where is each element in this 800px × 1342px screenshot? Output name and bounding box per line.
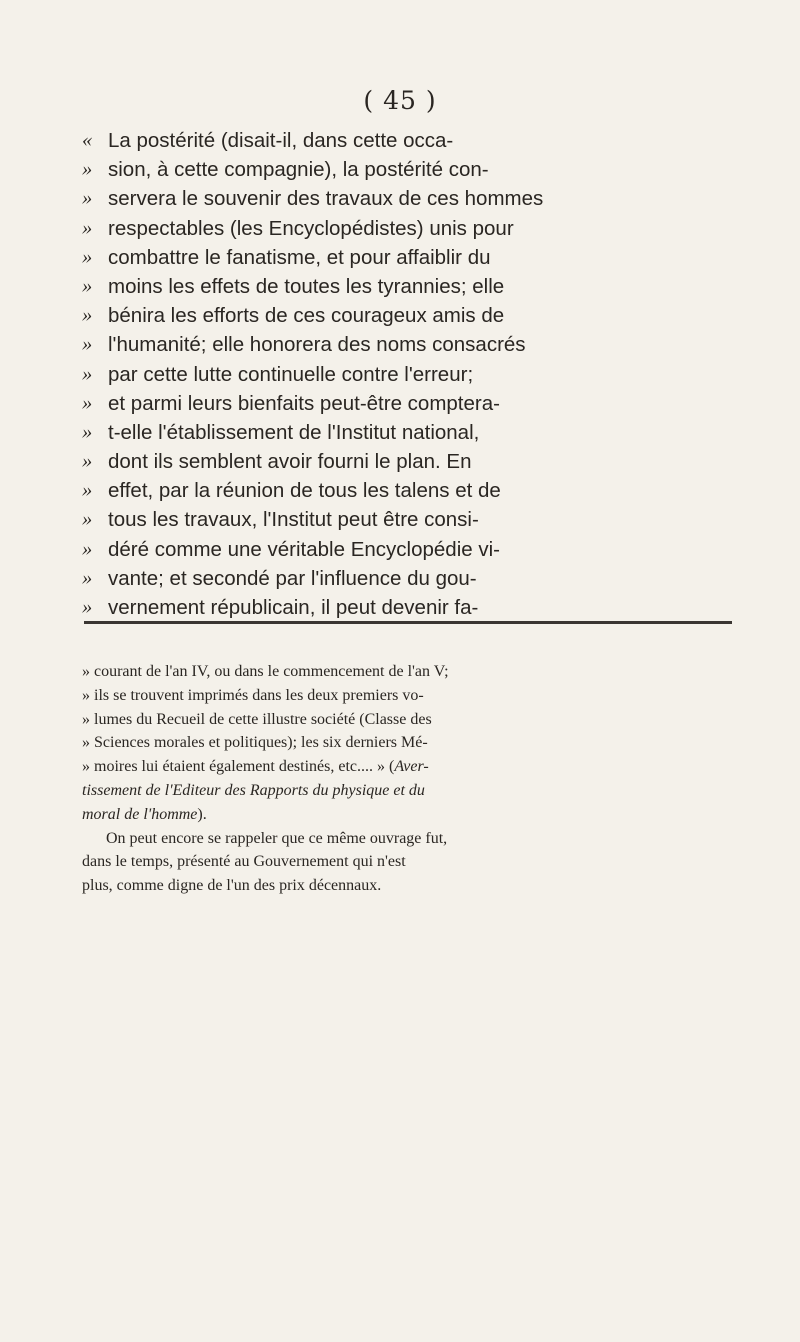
quote-mark: » <box>82 304 93 327</box>
quote-mark: » <box>82 245 93 268</box>
footnote-text: » moires lui étaient également destinés, etc.... » ( <box>82 758 395 776</box>
text-line <box>82 301 722 330</box>
quote-mark: » <box>82 216 93 239</box>
quote-mark: » <box>82 566 93 589</box>
footnote-line: » courant de l'an IV, ou dans le commencement de l'an V; <box>82 663 449 680</box>
footnote-line: » lumes du Recueil de cette illustre société (Classe des <box>82 710 432 728</box>
text-line <box>82 535 722 564</box>
main-text <box>82 126 722 622</box>
quote-mark: » <box>82 362 93 385</box>
text-line <box>82 418 722 447</box>
footnote-block <box>82 660 728 898</box>
citation-text: moral de l'homme <box>82 805 198 823</box>
line-text: dont ils semblent avoir fourni le plan. En <box>108 450 472 474</box>
quote-mark: » <box>82 158 93 181</box>
line-text: et parmi leurs bienfaits peut-être comptera- <box>108 391 500 415</box>
line-text: vante; et secondé par l'influence du gou- <box>108 566 477 590</box>
text-line <box>82 243 722 272</box>
quote-mark: » <box>82 537 93 560</box>
footnote-line <box>82 755 728 779</box>
quote-mark: » <box>82 450 93 473</box>
text-line <box>82 214 722 243</box>
line-text: déré comme une véritable Encyclopédie vi- <box>108 537 500 561</box>
line-text: moins les effets de toutes les tyrannies; elle <box>108 274 505 298</box>
line-text: l'humanité; elle honorera des noms consacrés <box>108 333 526 357</box>
quote-mark: » <box>82 187 93 210</box>
line-text: effet, par la réunion de tous les talens et de <box>108 479 501 503</box>
line-text: bénira les efforts de ces courageux amis de <box>108 304 505 328</box>
text-line <box>82 564 722 593</box>
footnote-line: plus, comme digne de l'un des prix décennaux. <box>82 877 382 895</box>
footnote-line <box>82 803 728 827</box>
footnote-line: dans le temps, présenté au Gouvernement qui n'est <box>82 853 406 871</box>
citation-line: tissement de l'Editeur des Rapports du physique et du <box>82 781 425 799</box>
text-line <box>82 505 722 534</box>
footnote-divider <box>84 621 732 624</box>
line-text: sion, à cette compagnie), la postérité con- <box>108 158 489 182</box>
footnote-line: » Sciences morales et politiques); les six derniers Mé- <box>82 734 428 752</box>
line-text: vernement républicain, il peut devenir fa- <box>108 596 479 619</box>
line-text: par cette lutte continuelle contre l'erreur; <box>108 362 474 386</box>
text-line <box>82 389 722 418</box>
footnote-text: ). <box>197 805 207 823</box>
line-text: t-elle l'établissement de l'Institut national, <box>108 420 480 444</box>
text-line <box>82 184 722 213</box>
text-line <box>82 447 722 476</box>
footnote-line: On peut encore se rappeler que ce même ouvrage fut, <box>106 829 448 847</box>
text-line <box>82 155 722 184</box>
text-line <box>82 330 722 359</box>
quote-mark: » <box>82 508 93 531</box>
quote-mark: » <box>82 333 93 356</box>
text-line <box>82 360 722 389</box>
line-text: servera le souvenir des travaux de ces hommes <box>108 187 544 211</box>
quote-mark: » <box>82 391 93 414</box>
line-text: combattre le fanatisme, et pour affaiblir du <box>108 245 491 269</box>
line-text: La postérité (disait-il, dans cette occa- <box>108 129 454 152</box>
quote-mark: » <box>82 479 93 502</box>
quote-mark: « <box>82 129 93 151</box>
citation-text: Aver- <box>394 758 429 776</box>
footnote-line: » ils se trouvent imprimés dans les deux premiers vo- <box>82 686 424 704</box>
text-line <box>82 126 722 155</box>
quote-mark: » <box>82 596 93 618</box>
quote-mark: » <box>82 274 93 297</box>
text-line <box>82 272 722 301</box>
line-text: tous les travaux, l'Institut peut être consi- <box>108 508 479 532</box>
quote-mark: » <box>82 420 93 443</box>
text-line <box>82 593 722 622</box>
page-number: ( 45 ) <box>363 86 437 115</box>
text-line <box>82 476 722 505</box>
line-text: respectables (les Encyclopédistes) unis pour <box>108 216 514 240</box>
